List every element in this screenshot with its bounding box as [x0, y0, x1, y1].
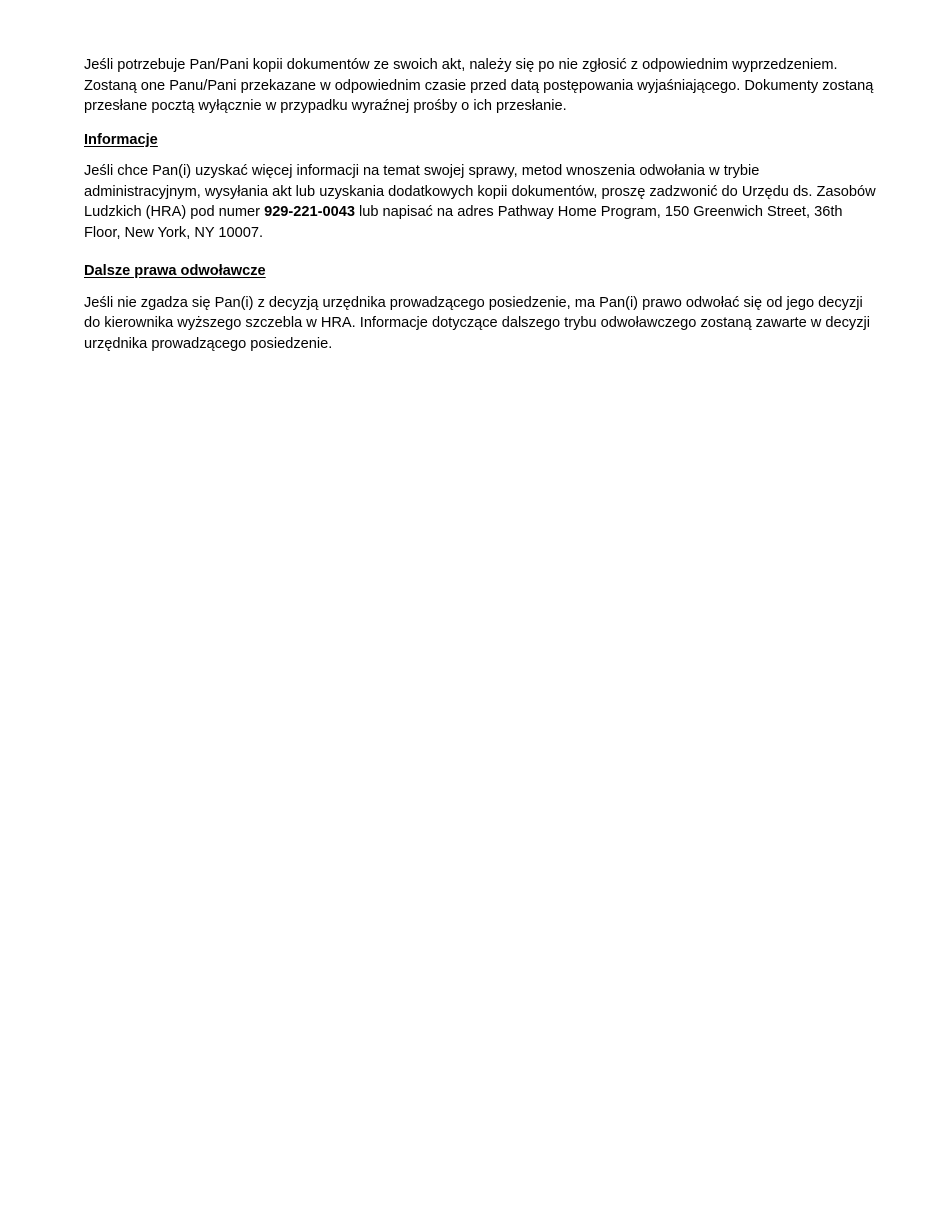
copies-paragraph: Jeśli potrzebuje Pan/Pani kopii dokumentów ze swoich akt, należy się po nie zgłosić z odpowiednim wyprzedzeniem. Zostaną one Panu/Pani przekazane w odpowiednim czasie przed datą postępowania wyjaśniającego. Dokumenty zostaną przesłane pocztą wyłącznie w przypadku wyraźnej prośby o ich przesłanie.	[84, 57, 874, 114]
information-text-before-phone: Jeśli chce Pan(i) uzyskać więcej informacji na temat swojej sprawy, metod wnoszenia odwołania w trybie administracyjnym, wysyłania akt lub uzyskania dodatkowych kopii dokumentów, proszę zadzwonić do Urzędu ds. Zasobów Ludzkich (HRA) pod numer	[84, 163, 876, 220]
phone-number: 929-221-0043	[264, 204, 355, 220]
document-content	[84, 55, 880, 354]
information-heading: Informacje	[84, 131, 158, 148]
further-appeal-paragraph: Jeśli nie zgadza się Pan(i) z decyzją urzędnika prowadzącego posiedzenie, ma Pan(i) prawo odwołać się od jego decyzji do kierownika wyższego szczebla w HRA. Informacje dotyczące dalszego trybu odwoławczego zostaną zawarte w decyzji urzędnika prowadzącego posiedzenie.	[84, 294, 870, 352]
information-paragraph	[84, 161, 880, 243]
further-appeal-heading: Dalsze prawa odwoławcze	[84, 263, 266, 279]
information-text-after-phone: lub napisać na adres Pathway Home Program, 150 Greenwich Street, 36th Floor, New York, NY 10007.	[84, 204, 843, 241]
